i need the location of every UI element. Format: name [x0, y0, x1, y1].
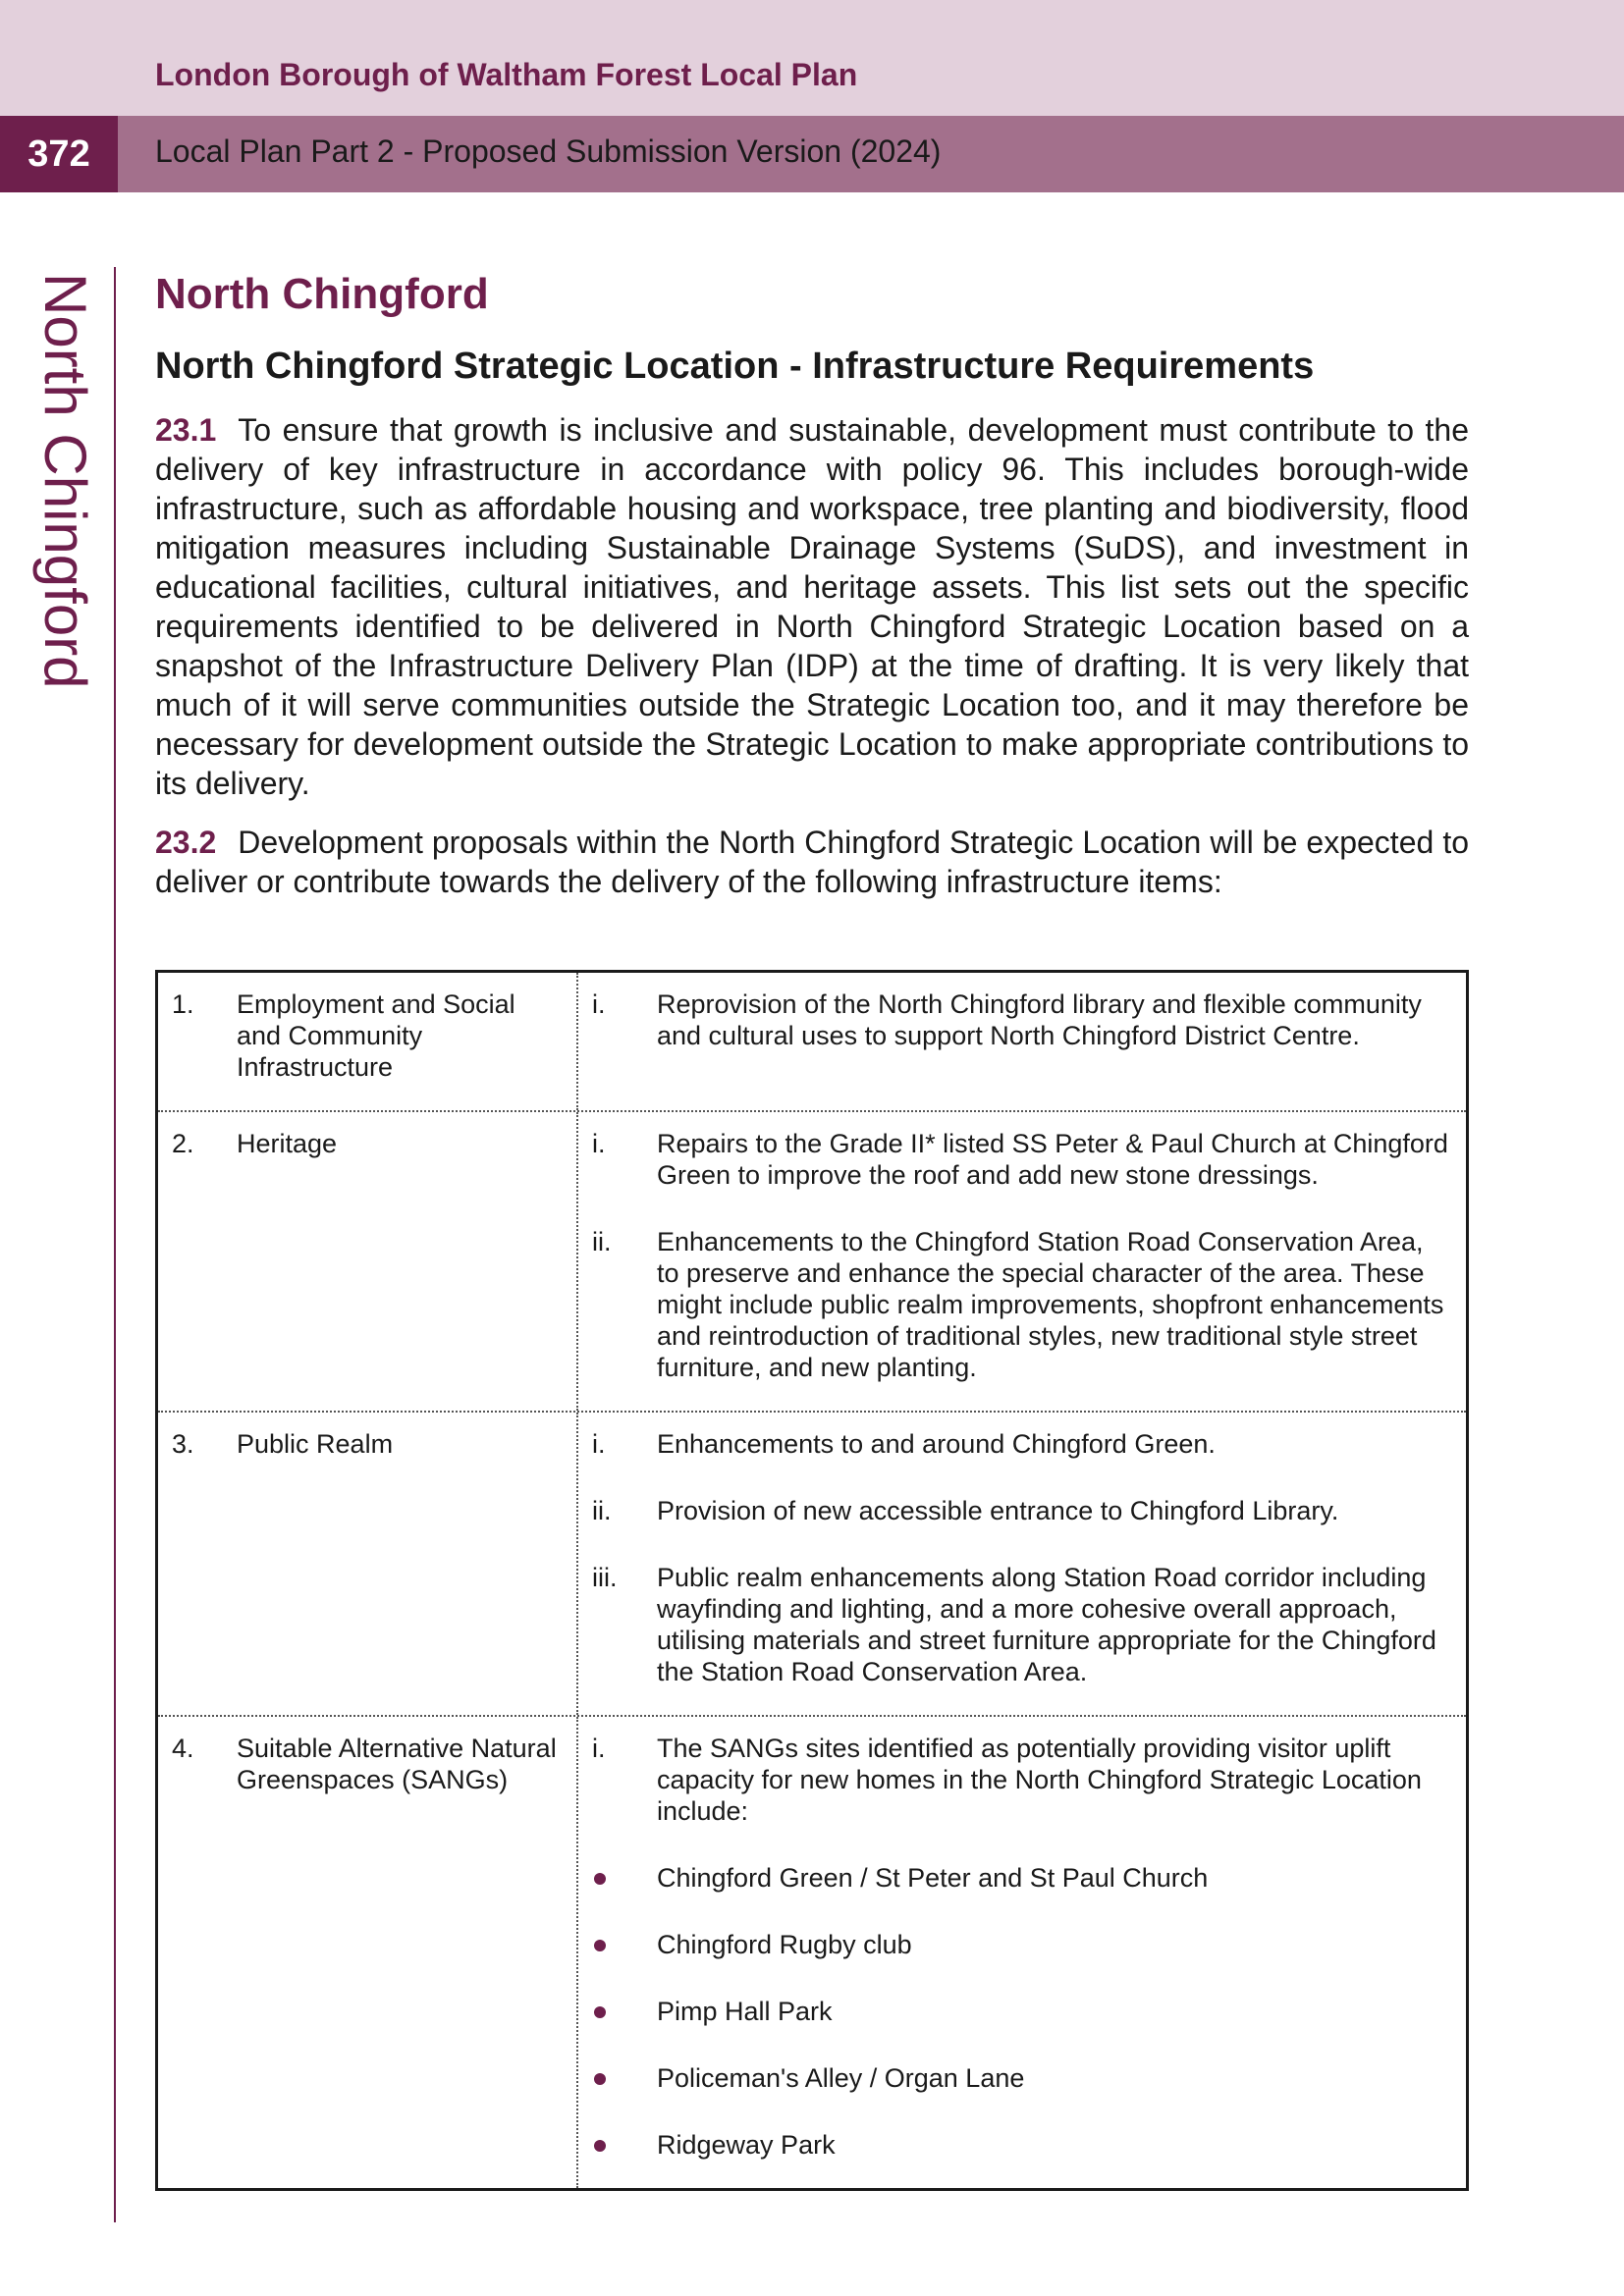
item-text: Public realm enhancements along Station Road corridor including wayfinding and lighting, and a more cohesive overall approach, utilising materials and street furniture appropriate for the Chingford the Station Road Conservation Area. [657, 1563, 1436, 1686]
item-marker: i. [592, 1734, 606, 1763]
list-item [592, 1428, 1452, 1460]
margin-rule [114, 267, 116, 2222]
list-item [592, 1226, 1452, 1383]
bullet-icon [592, 2129, 657, 2161]
table-row [158, 1413, 1466, 1717]
category-label: Suitable Alternative Natural Greenspaces (SANGs) [237, 1734, 557, 1794]
table-row [158, 1717, 1466, 2188]
infrastructure-requirements-table [155, 970, 1469, 2191]
bullet-dot [594, 2140, 606, 2152]
requirements-cell [578, 973, 1466, 1110]
list-item [592, 1733, 1452, 1827]
item-marker: i. [592, 1429, 606, 1459]
item-text: Reprovision of the North Chingford library and flexible community and cultural uses to support North Chingford District Centre. [657, 989, 1422, 1050]
list-item [592, 1495, 1452, 1526]
list-item [592, 1929, 1452, 1960]
paragraph-number: 23.1 [155, 412, 217, 448]
list-item [592, 2062, 1452, 2094]
item-marker: ii. [592, 1496, 612, 1525]
item-text: Provision of new accessible entrance to Chingford Library. [657, 1496, 1339, 1525]
bullet-dot [594, 2006, 606, 2018]
category-cell [158, 973, 578, 1110]
item-text: Chingford Rugby club [657, 1930, 912, 1959]
document-subtitle: Local Plan Part 2 - Proposed Submission Version (2024) [155, 133, 942, 169]
category-cell [158, 1717, 578, 2188]
item-text: Enhancements to the Chingford Station Road Conservation Area, to preserve and enhance the special character of the area. These might include public realm improvements, shopfront enhancements and reintroduction of traditional styles, new traditional style street furniture, and new planting. [657, 1227, 1444, 1382]
item-text: The SANGs sites identified as potentially providing visitor uplift capacity for new homes in the North Chingford Strategic Location include: [657, 1734, 1422, 1826]
bullet-icon [592, 1862, 657, 1894]
item-marker: i. [592, 1129, 606, 1158]
list-item [592, 1128, 1452, 1191]
item-text: Chingford Green / St Peter and St Paul Church [657, 1863, 1209, 1893]
section-title: North Chingford [155, 270, 489, 318]
bullet-icon [592, 1996, 657, 2027]
paragraph-number: 23.2 [155, 825, 217, 860]
category-cell [158, 1413, 578, 1715]
list-item [592, 988, 1452, 1051]
page-number: 372 [0, 116, 118, 192]
bullet-dot [594, 1873, 606, 1885]
list-item [592, 1996, 1452, 2027]
bullet-icon [592, 2062, 657, 2094]
row-number: 4. [172, 1734, 194, 1763]
row-number: 3. [172, 1429, 194, 1459]
category-label: Heritage [237, 1129, 338, 1158]
paragraph-text: To ensure that growth is inclusive and sustainable, development must contribute to the delivery of key infrastructure in accordance with policy 96. This includes borough-wide infrastructure, such as affordable housing and workspace, tree planting and biodiversity, flood mitigation measures including Sustainable Drainage Systems (SuDS), and investment in educational facilities, cultural initiatives, and heritage assets. This list sets out the specific requirements identified to be delivered in North Chingford Strategic Location based on a snapshot of the Infrastructure Delivery Plan (IDP) at the time of drafting. It is very likely that much of it will serve communities outside the Strategic Location too, and it may therefore be necessary for development outside the Strategic Location to make appropriate contributions to its delivery. [155, 412, 1469, 801]
item-marker: i. [592, 989, 606, 1019]
table-row [158, 1112, 1466, 1413]
item-text: Pimp Hall Park [657, 1997, 833, 2026]
paragraph [155, 410, 1469, 803]
bullet-dot [594, 1940, 606, 1951]
category-label: Public Realm [237, 1429, 394, 1459]
requirements-cell [578, 1717, 1466, 2188]
paragraph-text: Development proposals within the North Chingford Strategic Location will be expected to deliver or contribute towards the delivery of the following infrastructure items: [155, 825, 1469, 899]
list-item [592, 1562, 1452, 1687]
item-marker: ii. [592, 1227, 612, 1256]
row-number: 2. [172, 1129, 194, 1158]
item-marker: iii. [592, 1563, 618, 1592]
side-section-label: North Chingford [32, 273, 98, 689]
bullet-dot [594, 2073, 606, 2085]
item-text: Policeman's Alley / Organ Lane [657, 2063, 1025, 2093]
category-label: Employment and Social and Community Infrastructure [237, 989, 515, 1082]
main-content [155, 263, 1469, 901]
category-cell [158, 1112, 578, 1411]
list-item [592, 2129, 1452, 2161]
requirements-cell [578, 1413, 1466, 1715]
table-row [158, 973, 1466, 1112]
item-text: Ridgeway Park [657, 2130, 836, 2160]
requirements-cell [578, 1112, 1466, 1411]
item-text: Repairs to the Grade II* listed SS Peter & Paul Church at Chingford Green to improve the roof and add new stone dressings. [657, 1129, 1448, 1190]
document-title: London Borough of Waltham Forest Local Plan [155, 57, 858, 92]
paragraph [155, 823, 1469, 901]
subsection-title: North Chingford Strategic Location - Infrastructure Requirements [155, 346, 1315, 387]
item-text: Enhancements to and around Chingford Green. [657, 1429, 1216, 1459]
row-number: 1. [172, 989, 194, 1019]
bullet-icon [592, 1929, 657, 1960]
list-item [592, 1862, 1452, 1894]
